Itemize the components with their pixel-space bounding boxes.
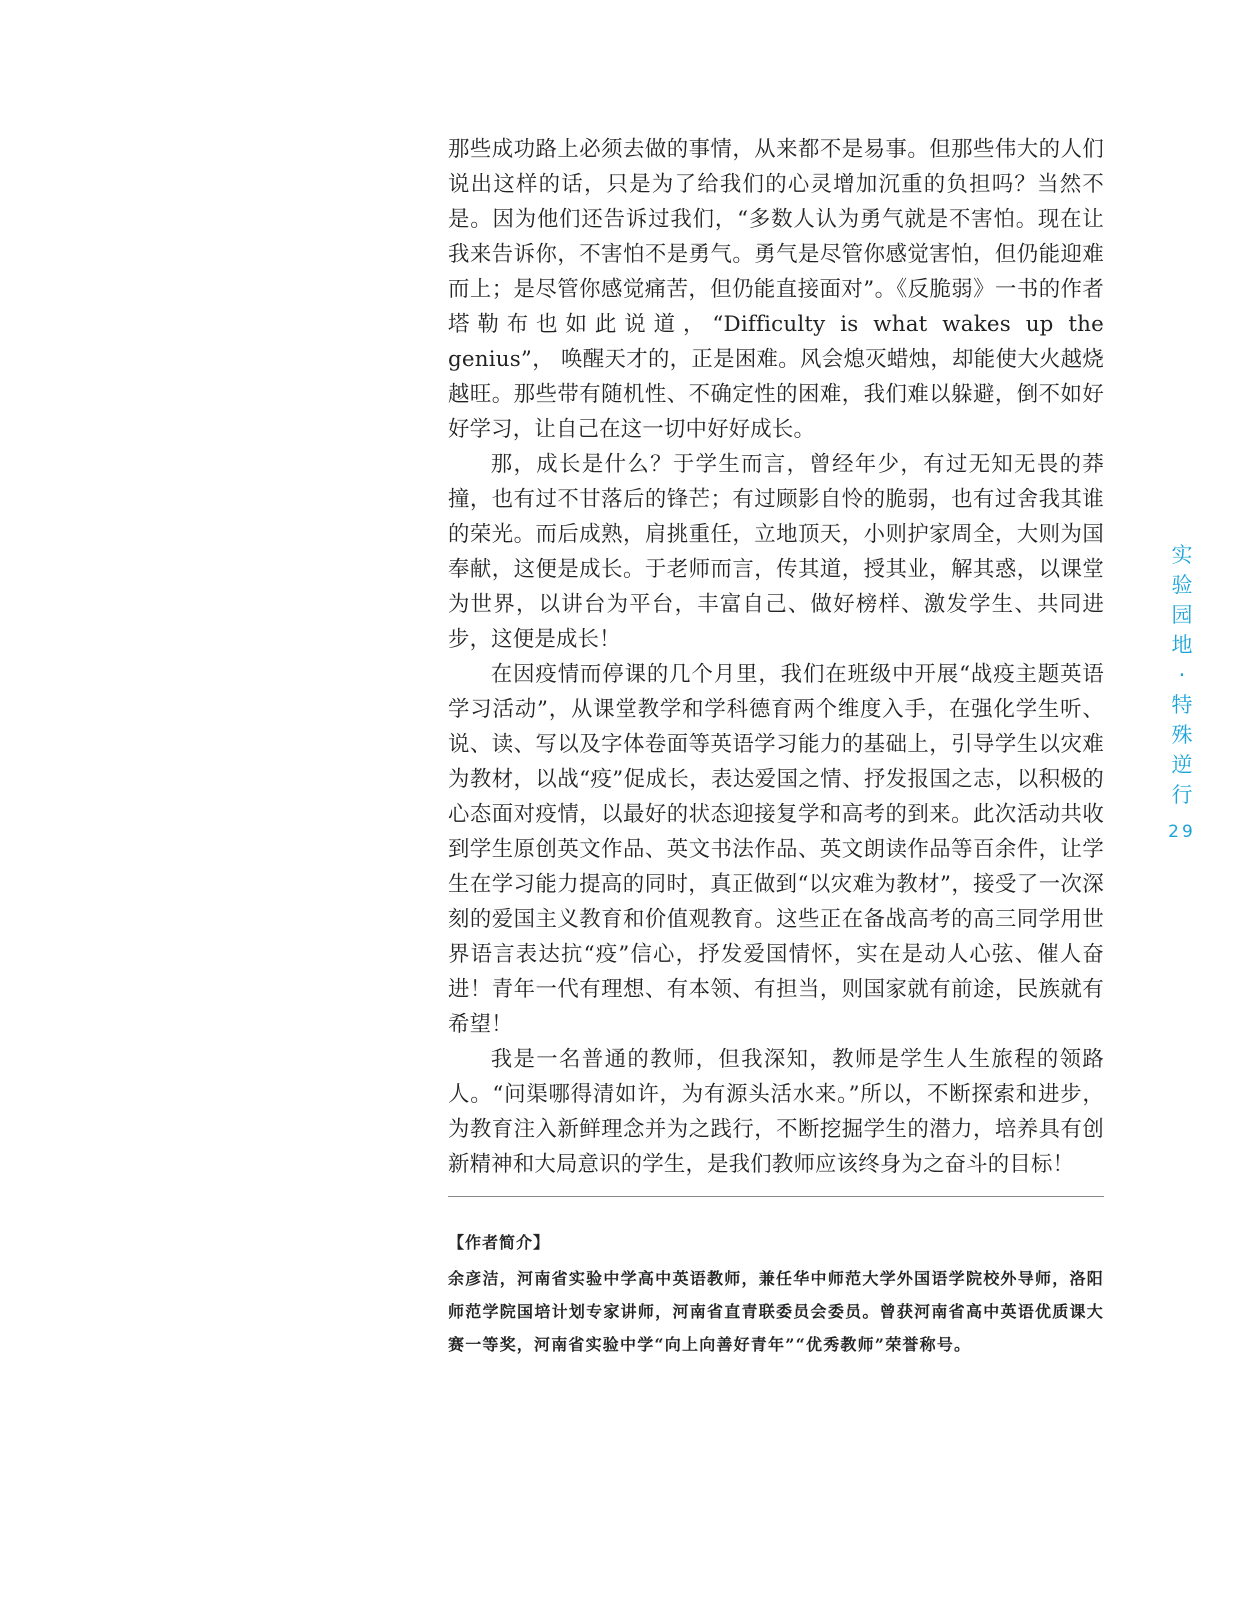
section-title-separator: · [1178, 663, 1186, 687]
section-divider [448, 1196, 1104, 1197]
section-title-vertical [1168, 540, 1196, 810]
section-title-char: 逆 [1171, 753, 1193, 777]
paragraph-1: 那些成功路上必须去做的事情，从来都不是易事。但那些伟大的人们说出这样的话，只是为了给我们的心灵增加沉重的负担吗？当然不是。因为他们还告诉过我们，“多数人认为勇气就是不害怕。现在让我来告诉你，不害怕不是勇气。勇气是尽管你感觉害怕，但仍能迎难而上；是尽管你感觉痛苦，但仍能直接面对”。《反脆弱》一书的作者塔勒布也如此说道，“Difficulty is what wakes up the genius”， 唤醒天才的，正是困难。风会熄灭蜡烛，却能使大火越烧越旺。那些带有随机性、不确定性的困难，我们难以躲避，倒不如好好学习，让自己在这一切中好好成长。 [448, 137, 1104, 442]
section-title-char: 行 [1171, 783, 1193, 807]
paragraph-3: 在因疫情而停课的几个月里，我们在班级中开展“战疫主题英语学习活动”，从课堂教学和学科德育两个维度入手，在强化学生听、说、读、写以及字体卷面等英语学习能力的基础上，引导学生以灾难为教材，以战“疫”促成长，表达爱国之情、抒发报国之志，以积极的心态面对疫情，以最好的状态迎接复学和高考的到来。此次活动共收到学生原创英文作品、英文书法作品、英文朗读作品等百余件，让学生在学习能力提高的同时，真正做到“以灾难为教材”，接受了一次深刻的爱国主义教育和价值观教育。这些正在备战高考的高三同学用世界语言表达抗“疫”信心，抒发爱国情怀，实在是动人心弦、催人奋进！青年一代有理想、有本领、有担当，则国家就有前途，民族就有希望！ [448, 662, 1104, 1037]
author-bio-text: 余彦洁，河南省实验中学高中英语教师，兼任华中师范大学外国语学院校外导师，洛阳师范学院国培计划专家讲师，河南省直青联委员会委员。曾获河南省高中英语优质课大赛一等奖，河南省实验中学“向上向善好青年”“优秀教师”荣誉称号。 [448, 1269, 1104, 1354]
author-bio [448, 1228, 1104, 1361]
section-title-char: 验 [1171, 573, 1193, 597]
page-number: 29 [1168, 822, 1196, 842]
author-bio-heading: 【作者简介】 [448, 1233, 551, 1252]
section-title-char: 地 [1171, 633, 1193, 657]
article-body [448, 132, 1104, 1182]
paragraph-2: 那，成长是什么？于学生而言，曾经年少，有过无知无畏的莽撞，也有过不甘落后的锋芒；有过顾影自怜的脆弱，也有过舍我其谁的荣光。而后成熟，肩挑重任，立地顶天，小则护家周全，大则为国奉献，这便是成长。于老师而言，传其道，授其业，解其惑，以课堂为世界，以讲台为平台，丰富自己、做好榜样、激发学生、共同进步，这便是成长！ [448, 452, 1104, 652]
section-title-char: 实 [1171, 543, 1193, 567]
paragraph-4: 我是一名普通的教师，但我深知，教师是学生人生旅程的领路人。“问渠哪得清如许，为有源头活水来。”所以，不断探索和进步，为教育注入新鲜理念并为之践行，不断挖掘学生的潜力，培养具有创新精神和大局意识的学生，是我们教师应该终身为之奋斗的目标！ [448, 1047, 1104, 1177]
section-title-char: 园 [1171, 603, 1193, 627]
section-title-char: 特 [1171, 693, 1193, 717]
section-title-char: 殊 [1171, 723, 1193, 747]
